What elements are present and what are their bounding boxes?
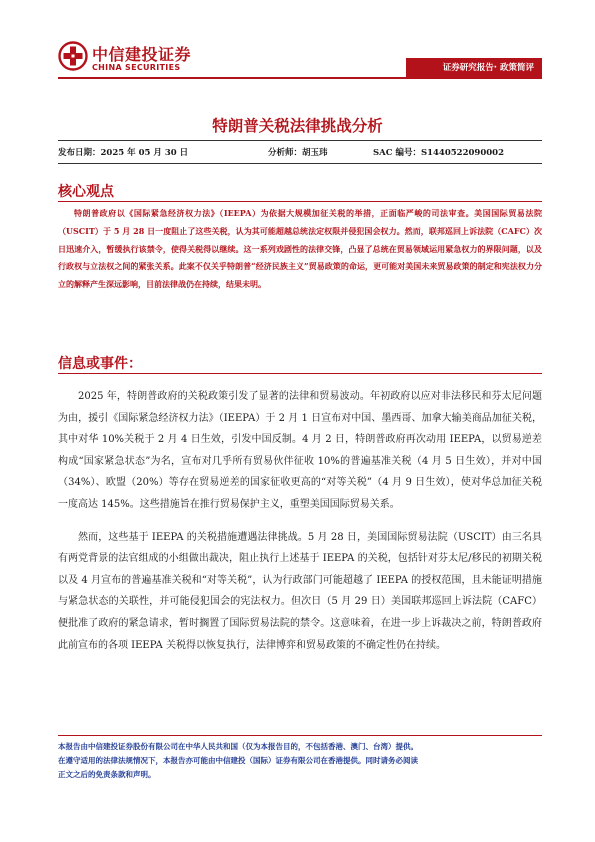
meta-divider-bottom [58,163,542,164]
news-paragraph-2: 然而，这些基于 IEEPA 的关税措施遭遇法律挑战。5 月 28 日，美国国际贸易法院（USCIT）由三名具有两党背景的法官组成的小组做出裁决，阻止执行上述基于 IEEPA 的关税，包括针对芬太尼/移民的初期关税以及 4 月宣布的普遍基准关税和“对等关税”，认为行政部门可能超越了 IEEPA 的授权范围，且未能证明措施与紧急状态的关联性，并可能侵犯国会的宪法权力。但次日（5 月 29 日）美国联邦巡回上诉法院（CAFC）便批准了政府的紧急请求，暂时搁置了国际贸易法院的禁令。这意味着，在进一步上诉裁决之前，特朗普政府此前宣布的各项 IEEPA 关税得以恢复执行，法律博弈和贸易政策的不确定性仍在持续。 [58,531,542,651]
company-logo [58,41,208,77]
footer-divider [58,735,542,736]
header-divider [58,77,542,79]
report-type-bar [406,58,542,77]
summary-block [58,205,542,294]
analyst-name: 分析师：胡玉玮 [268,148,328,158]
report-type-label: 证券研究报告· 政策简评 [442,63,534,73]
footer-line-3: 正文之后的免责条款和声明。 [58,769,156,779]
sac-number: SAC 编号：S1440522090002 [373,148,504,158]
report-header [0,0,595,90]
report-meta [58,146,542,160]
publish-date: 发布日期：2025 年 05 月 30 日 [58,148,189,158]
summary-text: 特朗普政府以《国际紧急经济权力法》（IEEPA）为依据大规模加征关税的举措，正面临严峻的司法审查。美国国际贸易法院（USCIT）于 5 月 28 日一度阻止了这些关税，认为其可能超越总统法定权限并侵犯国会权力。然而，联邦巡回上诉法院（CAFC）次日迅速介入，暂缓执行该禁令，使得关税得以继续。这一系列戏剧性的法律交锋，凸显了总统在贸易领域运用紧急权力的界限问题，以及行政权与立法权之间的紧张关系。此案不仅关乎特朗普“经济民族主义”贸易政策的命运，更可能对美国未来贸易政策的制定和宪法权力分立的解释产生深远影响，目前法律战仍在持续，结果未明。 [58,208,542,290]
disclaimer-footer [58,740,542,781]
summary-heading: 核心观点 [58,184,114,200]
news-heading: 信息或事件： [58,356,142,372]
citic-logo-icon [58,41,88,71]
news-paragraph-1: 2025 年，特朗普政府的关税政策引发了显著的法律和贸易波动。年初政府以应对非法移民和芬太尼问题为由，援引《国际紧急经济权力法》（IEEPA）于 2 月 1 日宣布对中国、墨西哥、加拿大输美商品加征关税，其中对华 10%关税于 2 月 4 日生效，引发中国反制。4 月 2 日，特朗普政府再次动用 IEEPA，以贸易逆差构成“国家紧急状态”为名，宣布对几乎所有贸易伙伴征收 10%的普遍基准关税（4 月 5 日生效），并对中国（34%）、欧盟（20%）等存在贸易逆差的国家征收更高的“对等关税”（4 月 9 日生效），使对华总加征关税一度高达 145%。这些措施旨在推行贸易保护主义，重塑美国国际贸易关系。 [58,391,542,510]
news-divider [58,373,542,374]
logo-english-name: CHINA SECURITIES [92,63,181,72]
meta-divider-top [58,140,542,141]
footer-line-1: 本报告由中信建投证券股份有限公司在中华人民共和国（仅为本报告目的，不包括香港、澳门、台湾）提供。 [58,742,418,751]
logo-chinese-name: 中信建投证券 [92,45,192,64]
report-title: 特朗普关税法律挑战分析 [212,117,383,135]
news-body [58,386,542,656]
summary-divider [58,201,542,202]
footer-line-2: 在遵守适用的法律法规情况下，本报告亦可能由中信建投（国际）证券有限公司在香港提供。同时请务必阅读 [58,755,418,765]
